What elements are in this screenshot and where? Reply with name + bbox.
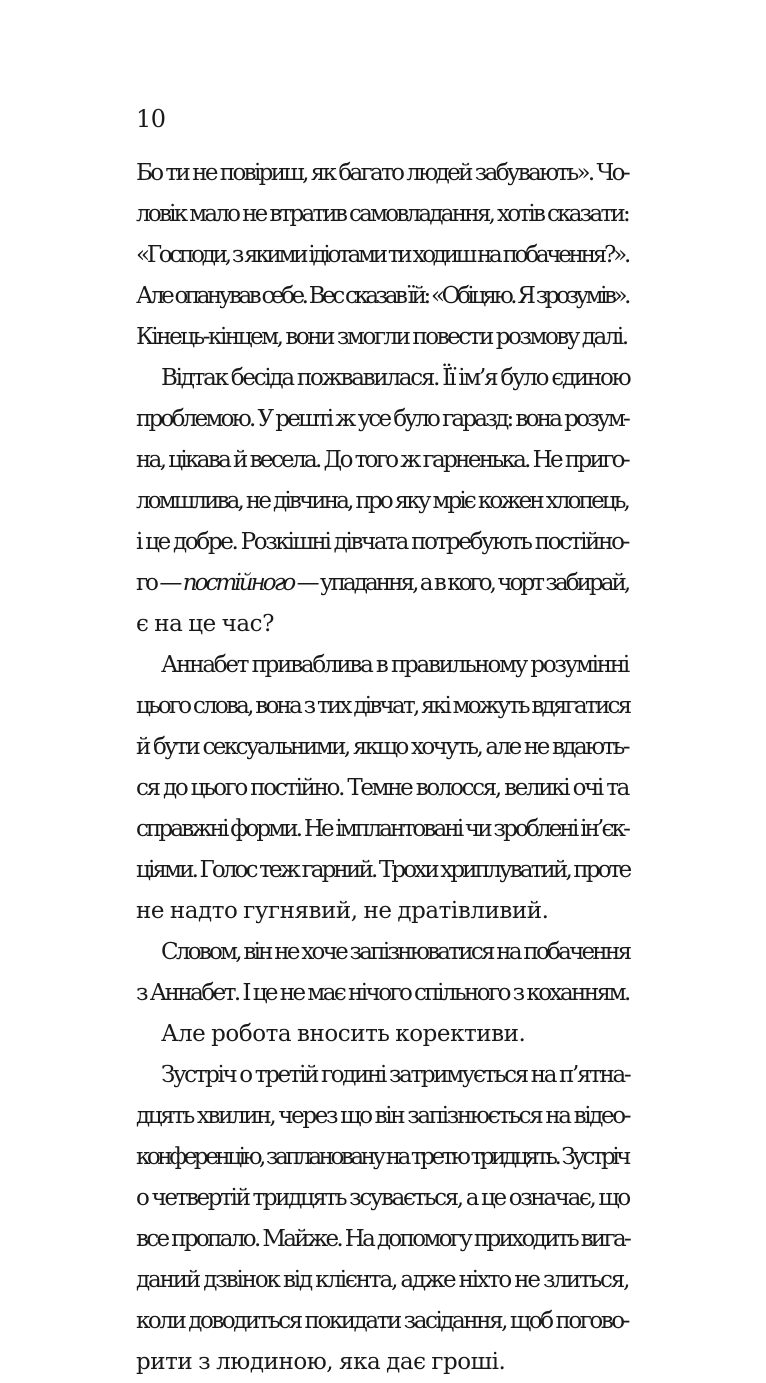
- text-line: проблемою. У решті ж усе було гаразд: вона розум-: [136, 406, 628, 432]
- text-line: не надто гугнявий, не дратівливий.: [136, 898, 549, 924]
- text-line: на, цікава й весела. До того ж гарненька. Не приго-: [136, 447, 628, 473]
- text-line: є на це час?: [136, 611, 274, 637]
- text-line: ломшлива, не дівчина, про яку мріє кожен хлопець,: [136, 488, 628, 514]
- text-line: й бути сексуальними, якщо хочуть, але не вдають-: [136, 734, 628, 760]
- text-line: Відтак бесіда пожвавилася. Її ім’я було єдиною: [161, 365, 630, 391]
- text-line: ціями. Голос теж гарний. Трохи хриплуватий, проте: [136, 857, 630, 883]
- text-line: з Аннабет. І це не має нічого спільного з коханням.: [136, 980, 629, 1006]
- emphasis-text: постійного: [182, 570, 294, 596]
- text-line: ся до цього постійно. Темне волосся, великі очі та: [136, 775, 628, 801]
- text-line: Словом, він не хоче запізнюватися на побачення: [161, 939, 630, 965]
- text-line: даний дзвінок від клієнта, адже ніхто не злиться,: [136, 1267, 629, 1293]
- text-line: і це добре. Розкішні дівчата потребують постійно-: [136, 529, 628, 555]
- text-line: цього слова, вона з тих дівчат, які можуть вдягатися: [136, 693, 630, 719]
- text-line: Зустріч о третій годині затримується на п’ятна-: [161, 1062, 630, 1088]
- text-segment: — упадання, а в кого, чорт забирай,: [293, 570, 629, 596]
- text-line: конференцію, заплановану на третю тридцять. Зустріч: [136, 1144, 628, 1170]
- text-line: Кінець-кінцем, вони змогли повести розмову далі.: [136, 324, 627, 350]
- page-number: 10: [136, 105, 166, 133]
- text-line: Аннабет приваблива в правильному розумінні: [161, 652, 628, 678]
- text-line: [136, 563, 628, 604]
- text-line: Бо ти не повіриш, як багато людей забувають». Чо-: [136, 160, 628, 186]
- text-line: дцять хвилин, через що він запізнюється на відео-: [136, 1103, 630, 1129]
- text-line: Але опанував себе. Вес сказав їй: «Обіцяю. Я зрозумів».: [136, 283, 628, 309]
- text-line: «Господи, з якими ідіотами ти ходиш на побачення?».: [136, 242, 629, 268]
- text-line: о четвертій тридцять зсувається, а це означає, що: [136, 1185, 629, 1211]
- text-line: Але робота вносить корективи.: [161, 1021, 526, 1047]
- text-line: все пропало. Майже. На допомогу приходить вига-: [136, 1226, 630, 1252]
- text-line: коли доводиться покидати засідання, щоб погово-: [136, 1308, 628, 1334]
- text-segment: го —: [136, 570, 183, 596]
- text-line: ловік мало не втратив самовладання, хотів сказати:: [136, 201, 628, 227]
- body-text: [136, 153, 628, 1383]
- text-line: рити з людиною, яка дає гроші.: [136, 1349, 506, 1375]
- text-line: справжні форми. Не імплантовані чи зроблені ін’єк-: [136, 816, 628, 842]
